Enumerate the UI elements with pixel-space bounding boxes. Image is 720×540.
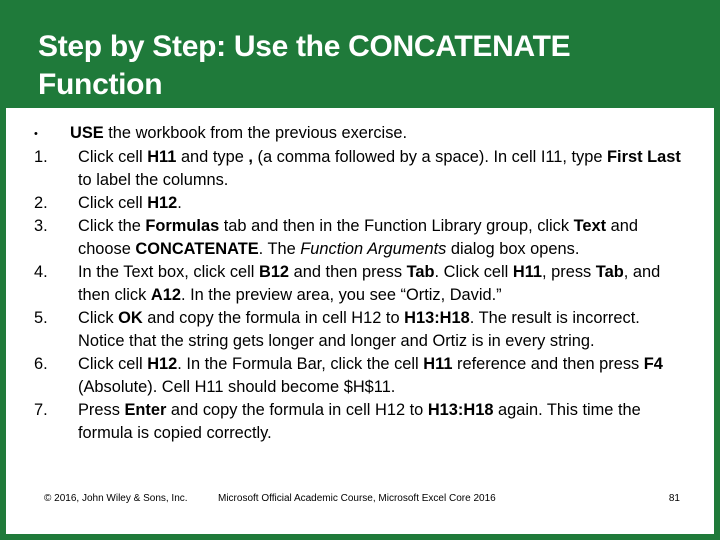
step-plain-text: Click cell	[78, 148, 148, 166]
step-plain-text: Click	[78, 309, 119, 327]
footer-page-number: 81	[668, 493, 680, 504]
step-item	[34, 215, 684, 261]
step-number: 3.	[34, 217, 48, 235]
step-bold-text: OK	[118, 309, 143, 327]
step-plain-text: (Absolute). Cell H11 should become $H$11.	[78, 378, 396, 396]
step-bold-text: CONCATENATE	[135, 240, 259, 258]
step-item	[34, 192, 684, 215]
step-plain-text: Press	[78, 401, 125, 419]
step-bold-text: F4	[643, 355, 663, 373]
step-plain-text: Click cell	[78, 194, 148, 212]
footer-course: Microsoft Official Academic Course, Microsoft Excel Core 2016	[218, 493, 496, 504]
step-bold-text: Formulas	[145, 217, 220, 235]
step-text	[78, 215, 684, 261]
bullet-marker: •	[34, 128, 38, 140]
step-plain-text: . The result is incorrect. Notice that the string gets longer and longer and Ortiz is in every string.	[78, 309, 640, 350]
step-bold-text: H13:H18	[427, 401, 494, 419]
footer-copyright: © 2016, John Wiley & Sons, Inc.	[44, 493, 188, 504]
intro-item	[34, 122, 684, 146]
intro-bold: USE	[70, 124, 104, 142]
step-plain-text: reference and then press	[452, 355, 644, 373]
step-plain-text: and copy the formula in cell H12 to	[142, 309, 405, 327]
step-bold-text: H13:H18	[404, 309, 470, 327]
step-plain-text: and type	[176, 148, 249, 166]
step-bold-text: Text	[573, 217, 607, 235]
step-plain-text: , press	[542, 263, 596, 281]
step-text	[78, 353, 684, 399]
step-bold-text: H12	[147, 355, 178, 373]
step-bold-text: B12	[258, 263, 290, 281]
step-plain-text: Click cell	[78, 355, 148, 373]
step-plain-text: tab and then in the Function Library group, click	[219, 217, 574, 235]
step-plain-text: , and then click	[78, 263, 661, 304]
slide-content	[34, 122, 684, 445]
step-bold-text: Tab	[595, 263, 624, 281]
step-plain-text: to label the columns.	[78, 171, 229, 189]
step-plain-text: again. This time the formula is copied correctly.	[78, 401, 641, 442]
step-number: 4.	[34, 263, 48, 281]
step-number: 7.	[34, 401, 48, 419]
step-bold-text: First Last	[607, 148, 681, 166]
step-text	[78, 261, 684, 307]
steps-list	[34, 146, 684, 445]
step-bold-text: H11	[512, 263, 543, 281]
step-item	[34, 261, 684, 307]
step-number: 1.	[34, 148, 48, 166]
step-bold-text: Enter	[124, 401, 167, 419]
intro-rest: the workbook from the previous exercise.	[103, 124, 408, 142]
step-plain-text: Click the	[78, 217, 146, 235]
step-text	[78, 307, 684, 353]
step-plain-text: . In the preview area, you see “Ortiz, David.”	[180, 286, 502, 304]
step-plain-text: (a comma followed by a space). In cell I11, type	[252, 148, 608, 166]
step-item	[34, 399, 684, 445]
step-item	[34, 353, 684, 399]
step-bold-text: H11	[423, 355, 453, 373]
step-bold-text: H12	[147, 194, 178, 212]
intro-text	[70, 122, 684, 146]
step-plain-text: and then press	[289, 263, 407, 281]
step-text	[78, 146, 684, 192]
step-italic-text: Function Arguments	[300, 240, 447, 258]
step-plain-text: . In the Formula Bar, click the cell	[177, 355, 424, 373]
step-item	[34, 146, 684, 192]
step-plain-text: In the Text box, click cell	[78, 263, 259, 281]
step-number: 5.	[34, 309, 48, 327]
step-plain-text: dialog box opens.	[446, 240, 580, 258]
step-bold-text: A12	[150, 286, 181, 304]
step-plain-text: . The	[258, 240, 301, 258]
step-plain-text: and choose	[78, 217, 639, 258]
step-bold-text: H11	[147, 148, 177, 166]
step-text	[78, 399, 684, 445]
step-number: 6.	[34, 355, 48, 373]
step-plain-text: .	[177, 194, 182, 212]
slide-title: Step by Step: Use the CONCATENATE Function	[38, 30, 571, 101]
step-bold-text: Tab	[406, 263, 435, 281]
step-bold-text: ,	[248, 148, 253, 166]
step-plain-text: and copy the formula in cell H12 to	[166, 401, 428, 419]
step-text	[78, 192, 684, 215]
step-number: 2.	[34, 194, 48, 212]
step-plain-text: . Click cell	[434, 263, 513, 281]
step-item	[34, 307, 684, 353]
